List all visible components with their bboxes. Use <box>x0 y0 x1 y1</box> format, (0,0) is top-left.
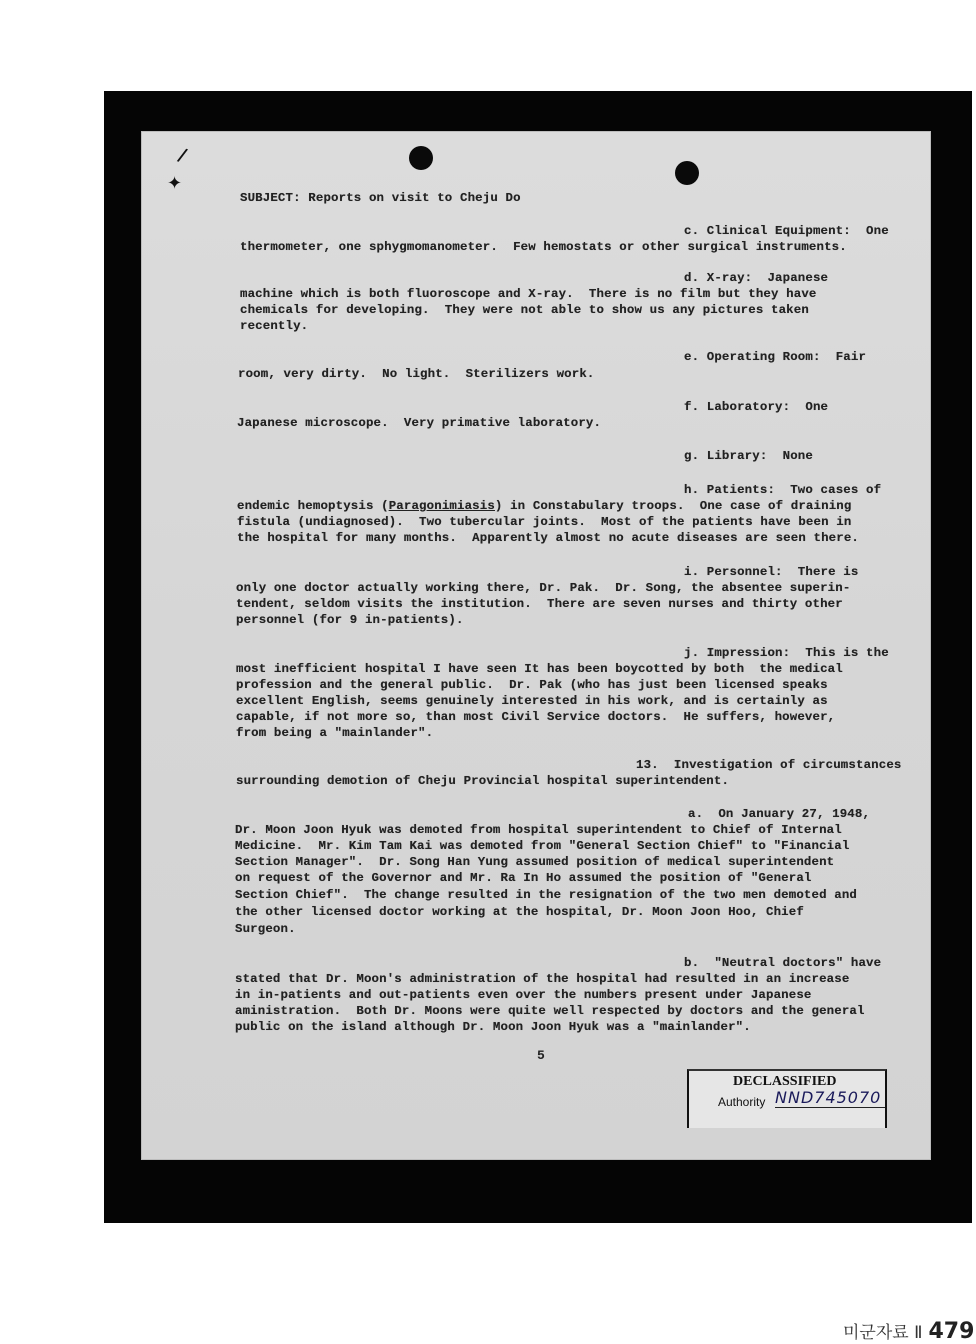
section-g-lead: g. Library: None <box>684 449 813 463</box>
section-d-line: machine which is both fluoroscope and X-ray. There is no film but they have <box>240 287 817 301</box>
section-e-line: room, very dirty. No light. Sterilizers work. <box>238 367 595 381</box>
underlined-term: Paragonimiasis <box>388 499 495 513</box>
section-j-line: capable, if not more so, than most Civil Service doctors. He suffers, however, <box>236 710 836 724</box>
section-e-lead: e. Operating Room: Fair <box>684 350 867 364</box>
section-h-lead: h. Patients: Two cases of <box>684 483 882 497</box>
section-j-lead: j. Impression: This is the <box>684 646 889 660</box>
section-j-line: most inefficient hospital I have seen It has been boycotted by both the medical <box>236 662 843 676</box>
ink-mark: ✦ <box>167 173 183 194</box>
stamp-title: DECLASSIFIED <box>733 1074 837 1089</box>
section-i-line: personnel (for 9 in-patients). <box>236 613 464 627</box>
footer-label: 미군자료 Ⅱ <box>843 1323 923 1343</box>
section-13a-line: Dr. Moon Joon Hyuk was demoted from hospital superintendent to Chief of Internal <box>235 823 842 837</box>
page-number: 5 <box>537 1048 545 1063</box>
text-run: endemic hemoptysis ( <box>237 499 389 513</box>
section-13b-line: in in-patients and out-patients even over the numbers present under Japanese <box>235 988 812 1002</box>
section-13a-lead: a. On January 27, 1948, <box>688 807 871 821</box>
section-h-line <box>237 498 851 514</box>
declassified-stamp <box>687 1069 887 1128</box>
section-h-line: fistula (undiagnosed). Two tubercular joints. Most of the patients have been in <box>237 515 852 529</box>
section-i-lead: i. Personnel: There is <box>684 565 859 579</box>
section-13a-line: on request of the Governor and Mr. Ra In Ho assumed the position of "General <box>235 871 812 885</box>
text-run: ) in Constabulary troops. One case of draining <box>494 499 852 513</box>
section-13a-line: Section Manager". Dr. Song Han Yung assumed position of medical superintendent <box>235 855 835 869</box>
section-d-line: chemicals for developing. They were not able to show us any pictures taken <box>240 303 809 317</box>
section-13a-line: Section Chief". The change resulted in the resignation of the two men demoted and <box>235 888 858 902</box>
section-f-line: Japanese microscope. Very primative laboratory. <box>237 416 602 430</box>
section-13a-line: the other licensed doctor working at the hospital, Dr. Moon Joon Hoo, Chief <box>235 905 804 919</box>
ink-mark: / <box>175 144 189 167</box>
section-c-line: thermometer, one sphygmomanometer. Few hemostats or other surgical instruments. <box>240 240 847 254</box>
section-d-line: recently. <box>240 319 309 333</box>
book-footer <box>843 1318 974 1344</box>
section-13a-line: Surgeon. <box>235 922 296 936</box>
section-13-lead: 13. Investigation of circumstances <box>636 758 902 772</box>
section-j-line: profession and the general public. Dr. Pak (who has just been licensed speaks <box>236 678 828 692</box>
section-13b-line: stated that Dr. Moon's administration of the hospital had resulted in an increase <box>235 972 850 986</box>
stamp-authority-label: Authority <box>718 1095 766 1109</box>
section-13b-line: public on the island although Dr. Moon Joon Hyuk was a "mainlander". <box>235 1020 751 1034</box>
punch-hole <box>409 146 433 170</box>
section-d-lead: d. X-ray: Japanese <box>684 271 829 285</box>
subject-line: SUBJECT: Reports on visit to Cheju Do <box>240 191 521 205</box>
section-13b-lead: b. "Neutral doctors" have <box>684 956 882 970</box>
section-j-line: from being a "mainlander". <box>236 726 434 740</box>
section-13-line: surrounding demotion of Cheju Provincial hospital superintendent. <box>236 774 730 788</box>
section-c-lead: c. Clinical Equipment: One <box>684 224 889 238</box>
section-13a-line: Medicine. Mr. Kim Tam Kai was demoted from "General Section Chief" to "Financial <box>235 839 850 853</box>
stamp-authority-code: NND745070 <box>775 1088 885 1108</box>
section-13b-line: aministration. Both Dr. Moons were quite well respected by doctors and the general <box>235 1004 865 1018</box>
section-i-line: only one doctor actually working there, Dr. Pak. Dr. Song, the absentee superin- <box>236 581 851 595</box>
section-f-lead: f. Laboratory: One <box>684 400 829 414</box>
section-h-line: the hospital for many months. Apparently almost no acute diseases are seen there. <box>237 531 860 545</box>
section-j-line: excellent English, seems genuinely interested in his work, and is certainly as <box>236 694 828 708</box>
footer-page-number: 479 <box>928 1319 975 1344</box>
section-i-line: tendent, seldom visits the institution. There are seven nurses and thirty other <box>236 597 843 611</box>
punch-hole <box>675 161 699 185</box>
